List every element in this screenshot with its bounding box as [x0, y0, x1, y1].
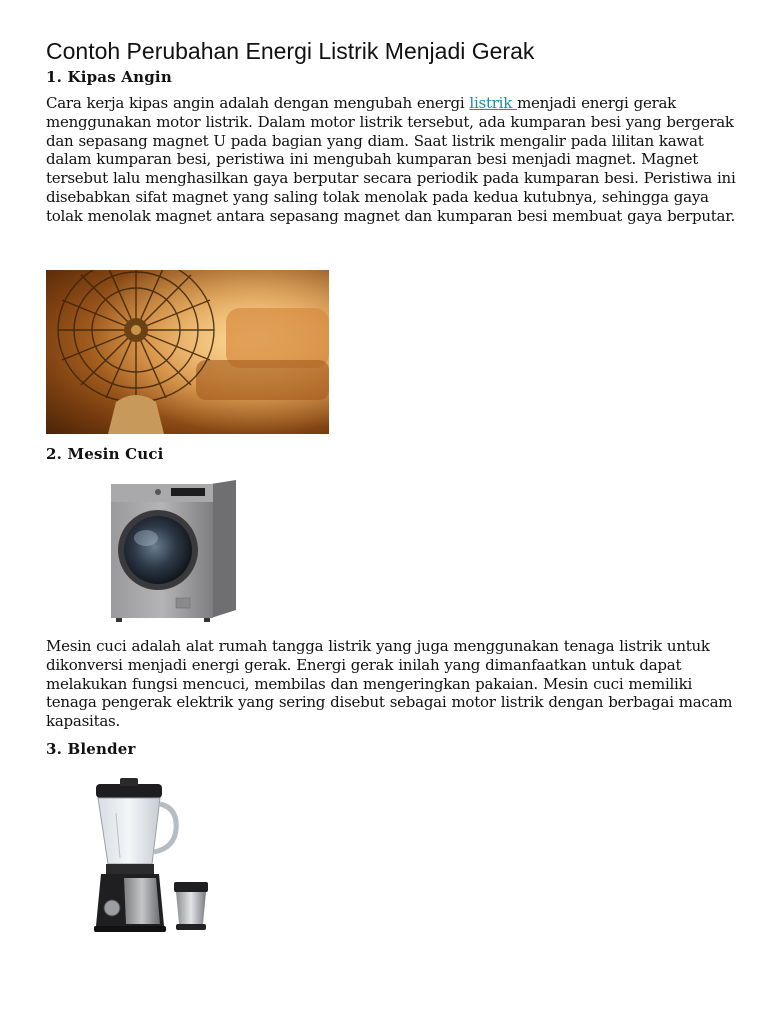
- section-heading-mesin-cuci: 2. Mesin Cuci: [46, 445, 164, 463]
- paragraph-kipas-angin: [46, 94, 736, 226]
- paragraph-text: Cara kerja kipas angin adalah dengan mengubah energi: [46, 94, 470, 112]
- paragraph-text: menjadi energi gerak menggunakan motor listrik. Dalam motor listrik tersebut, ada kumparan besi yang bergerak dan sepasang magnet U pada bagian yang diam. Saat listrik mengalir pada lilitan kawat dalam kumparan besi, peristiwa ini mengubah kumparan besi menjadi magnet. Magnet tersebut lalu menghasilkan gaya berputar secara periodik pada kumparan besi. Peristiwa ini disebabkan sifat magnet yang saling tolak menolak pada kedua kutubnya, sehingga gaya tolak menolak magnet antara sepasang magnet dan kumparan besi membuat gaya berputar.: [46, 94, 736, 225]
- fan-image: [46, 270, 329, 434]
- washing-machine-image: [46, 470, 320, 625]
- paragraph-mesin-cuci: Mesin cuci adalah alat rumah tangga listrik yang juga menggunakan tenaga listrik untuk dikonversi menjadi energi gerak. Energi gerak inilah yang dimanfaatkan untuk dapat melakukan fungsi mencuci, membilas dan mengeringkan pakaian. Mesin cuci memiliki tenaga pengerak elektrik yang sering disebut sebagai motor listrik dengan berbagai macam kapasitas.: [46, 637, 733, 731]
- section-heading-kipas-angin: 1. Kipas Angin: [46, 68, 172, 86]
- page-title: Contoh Perubahan Energi Listrik Menjadi Gerak: [46, 38, 535, 64]
- section-heading-blender: 3. Blender: [46, 740, 136, 758]
- link-listrik[interactable]: listrik: [469, 94, 518, 112]
- washing-machine-illustration: [46, 470, 320, 625]
- fan-illustration: [46, 270, 329, 434]
- blender-image: [46, 768, 256, 948]
- blender-illustration: [46, 768, 256, 948]
